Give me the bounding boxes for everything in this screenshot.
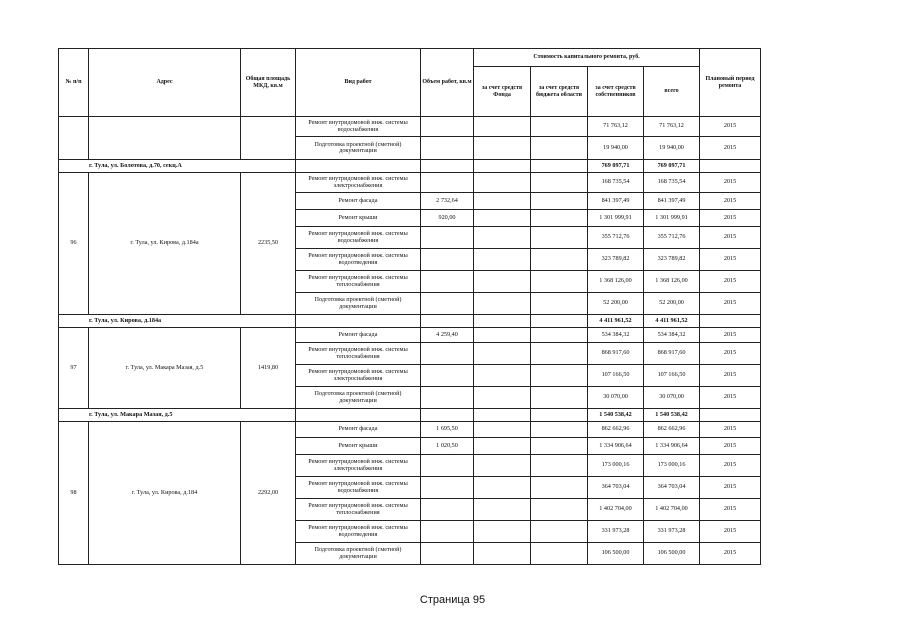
owners-cell: 107 166,50 — [588, 365, 644, 387]
fund-cell — [474, 477, 531, 499]
fund-cell — [474, 117, 531, 137]
owners-cell: 331 973,28 — [588, 521, 644, 543]
work-cell: Ремонт фасада — [296, 422, 421, 438]
fund-cell — [474, 499, 531, 521]
period-cell — [700, 315, 761, 328]
address-cell: г. Тула, ул. Кирова, д.184 — [89, 422, 241, 565]
header-volume: Объем работ, кв.м — [421, 49, 474, 117]
owners-cell: 52 200,00 — [588, 293, 644, 315]
fund-cell — [474, 249, 531, 271]
num-cell: 97 — [59, 328, 89, 409]
volume-cell — [421, 160, 474, 173]
owners-cell: 19 940,00 — [588, 137, 644, 160]
period-cell: 2015 — [700, 117, 761, 137]
regional-cell — [531, 249, 588, 271]
total-cell: 173 000,16 — [644, 455, 700, 477]
fund-cell — [474, 409, 531, 422]
regional-cell — [531, 271, 588, 293]
subtotal-total: 4 411 961,52 — [644, 315, 700, 328]
volume-cell — [421, 521, 474, 543]
table-header — [59, 49, 761, 117]
total-cell: 168 735,54 — [644, 173, 700, 193]
total-cell: 364 703,04 — [644, 477, 700, 499]
total-cell: 30 070,00 — [644, 387, 700, 409]
period-cell: 2015 — [700, 137, 761, 160]
total-cell: 107 166,50 — [644, 365, 700, 387]
work-cell: Ремонт внутридомовой инж. системы электроснабжения — [296, 365, 421, 387]
header-num: № п/п — [59, 49, 89, 117]
work-cell: Ремонт внутридомовой инж. системы водоотведения — [296, 249, 421, 271]
subtotal-row — [59, 409, 761, 422]
total-cell: 52 200,00 — [644, 293, 700, 315]
work-cell: Ремонт внутридомовой инж. системы электроснабжения — [296, 455, 421, 477]
volume-cell — [421, 315, 474, 328]
work-cell: Ремонт фасада — [296, 193, 421, 210]
fund-cell — [474, 328, 531, 343]
table-row — [59, 117, 761, 137]
period-cell — [700, 160, 761, 173]
total-cell: 71 763,12 — [644, 117, 700, 137]
work-cell: Ремонт крыши — [296, 210, 421, 227]
volume-cell: 1 020,50 — [421, 438, 474, 455]
regional-cell — [531, 422, 588, 438]
volume-cell — [421, 117, 474, 137]
period-cell: 2015 — [700, 227, 761, 249]
work-cell: Ремонт внутридомовой инж. системы электроснабжения — [296, 173, 421, 193]
regional-cell — [531, 117, 588, 137]
subtotal-owners: 769 097,71 — [588, 160, 644, 173]
regional-cell — [531, 387, 588, 409]
subtotal-row — [59, 315, 761, 328]
total-cell: 355 712,76 — [644, 227, 700, 249]
work-cell: Ремонт внутридомовой инж. системы водоотведения — [296, 521, 421, 543]
owners-cell: 173 000,16 — [588, 455, 644, 477]
regional-cell — [531, 343, 588, 365]
header-area: Общая площадь МКД, кв.м — [241, 49, 296, 117]
period-cell: 2015 — [700, 249, 761, 271]
subtotal-total: 769 097,71 — [644, 160, 700, 173]
fund-cell — [474, 455, 531, 477]
header-period: Плановый период ремонта — [700, 49, 761, 117]
total-cell: 106 500,00 — [644, 543, 700, 565]
area-cell: 2235,50 — [241, 173, 296, 315]
total-cell: 534 384,32 — [644, 328, 700, 343]
owners-cell: 355 712,76 — [588, 227, 644, 249]
work-cell — [296, 315, 421, 328]
owners-cell: 1 334 906,64 — [588, 438, 644, 455]
owners-cell: 868 917,60 — [588, 343, 644, 365]
work-cell: Ремонт внутридомовой инж. системы водоснабжения — [296, 477, 421, 499]
period-cell: 2015 — [700, 387, 761, 409]
fund-cell — [474, 438, 531, 455]
num-cell: 96 — [59, 173, 89, 315]
header-cost-group: Стоимость капитального ремонта, руб. — [474, 49, 700, 67]
regional-cell — [531, 455, 588, 477]
owners-cell: 862 662,96 — [588, 422, 644, 438]
period-cell: 2015 — [700, 343, 761, 365]
subtotal-address: г. Тула, ул. Макара Мазая, д.5 — [59, 409, 296, 422]
owners-cell: 1 301 999,91 — [588, 210, 644, 227]
volume-cell — [421, 409, 474, 422]
volume-cell — [421, 477, 474, 499]
volume-cell — [421, 543, 474, 565]
work-cell: Ремонт внутридомовой инж. системы теплоснабжения — [296, 343, 421, 365]
volume-cell: 1 695,50 — [421, 422, 474, 438]
period-cell: 2015 — [700, 293, 761, 315]
period-cell: 2015 — [700, 328, 761, 343]
total-cell: 862 662,96 — [644, 422, 700, 438]
regional-cell — [531, 409, 588, 422]
address-cell: г. Тула, ул. Макара Мазая, д.5 — [89, 328, 241, 409]
period-cell: 2015 — [700, 499, 761, 521]
regional-cell — [531, 365, 588, 387]
total-cell: 868 917,60 — [644, 343, 700, 365]
table-row — [59, 328, 761, 343]
period-cell: 2015 — [700, 173, 761, 193]
work-cell: Подготовка проектной (сметной) документации — [296, 387, 421, 409]
area-cell: 1419,80 — [241, 328, 296, 409]
regional-cell — [531, 173, 588, 193]
owners-cell: 534 384,32 — [588, 328, 644, 343]
regional-cell — [531, 137, 588, 160]
volume-cell — [421, 173, 474, 193]
fund-cell — [474, 422, 531, 438]
num-cell: 98 — [59, 422, 89, 565]
owners-cell: 106 500,00 — [588, 543, 644, 565]
volume-cell — [421, 137, 474, 160]
volume-cell: 4 259,40 — [421, 328, 474, 343]
period-cell: 2015 — [700, 521, 761, 543]
volume-cell — [421, 343, 474, 365]
address-cell: г. Тула, ул. Кирова, д.184а — [89, 173, 241, 315]
volume-cell: 2 732,64 — [421, 193, 474, 210]
regional-cell — [531, 499, 588, 521]
header-owners: за счет средств собственников — [588, 67, 644, 117]
work-cell: Ремонт внутридомовой инж. системы водоснабжения — [296, 117, 421, 137]
regional-cell — [531, 160, 588, 173]
work-cell: Ремонт фасада — [296, 328, 421, 343]
volume-cell — [421, 365, 474, 387]
repair-table — [58, 48, 761, 565]
period-cell: 2015 — [700, 438, 761, 455]
fund-cell — [474, 365, 531, 387]
owners-cell: 168 735,54 — [588, 173, 644, 193]
volume-cell — [421, 249, 474, 271]
period-cell: 2015 — [700, 477, 761, 499]
period-cell: 2015 — [700, 210, 761, 227]
subtotal-row — [59, 160, 761, 173]
period-cell: 2015 — [700, 455, 761, 477]
regional-cell — [531, 328, 588, 343]
area-cell: 2292,00 — [241, 422, 296, 565]
period-cell: 2015 — [700, 422, 761, 438]
header-total: всего — [644, 67, 700, 117]
table-row — [59, 173, 761, 193]
owners-cell: 323 789,82 — [588, 249, 644, 271]
fund-cell — [474, 343, 531, 365]
fund-cell — [474, 227, 531, 249]
num-cell — [59, 117, 89, 160]
work-cell: Ремонт крыши — [296, 438, 421, 455]
volume-cell: 920,00 — [421, 210, 474, 227]
subtotal-address: г. Тула, ул. Болотова, д.70, секц.А — [59, 160, 296, 173]
regional-cell — [531, 315, 588, 328]
owners-cell: 71 763,12 — [588, 117, 644, 137]
address-cell — [89, 117, 241, 160]
subtotal-address: г. Тула, ул. Кирова, д.184а — [59, 315, 296, 328]
total-cell: 1 402 704,00 — [644, 499, 700, 521]
total-cell: 1 368 126,00 — [644, 271, 700, 293]
header-work: Вид работ — [296, 49, 421, 117]
page-number: Страница 95 — [419, 594, 486, 606]
table-row — [59, 422, 761, 438]
area-cell — [241, 117, 296, 160]
fund-cell — [474, 137, 531, 160]
work-cell: Подготовка проектной (сметной) документации — [296, 293, 421, 315]
work-cell — [296, 409, 421, 422]
subtotal-owners: 4 411 961,52 — [588, 315, 644, 328]
owners-cell: 1 402 704,00 — [588, 499, 644, 521]
fund-cell — [474, 160, 531, 173]
work-cell: Подготовка проектной (сметной) документации — [296, 137, 421, 160]
fund-cell — [474, 293, 531, 315]
owners-cell: 364 703,04 — [588, 477, 644, 499]
fund-cell — [474, 315, 531, 328]
work-cell: Ремонт внутридомовой инж. системы водоснабжения — [296, 227, 421, 249]
header-fund: за счет средств Фонда — [474, 67, 531, 117]
volume-cell — [421, 227, 474, 249]
owners-cell: 841 397,49 — [588, 193, 644, 210]
total-cell: 331 973,28 — [644, 521, 700, 543]
subtotal-owners: 1 540 538,42 — [588, 409, 644, 422]
work-cell — [296, 160, 421, 173]
period-cell: 2015 — [700, 271, 761, 293]
period-cell: 2015 — [700, 365, 761, 387]
regional-cell — [531, 521, 588, 543]
fund-cell — [474, 521, 531, 543]
total-cell: 1 301 999,91 — [644, 210, 700, 227]
regional-cell — [531, 543, 588, 565]
owners-cell: 1 368 126,00 — [588, 271, 644, 293]
volume-cell — [421, 455, 474, 477]
period-cell: 2015 — [700, 193, 761, 210]
period-cell — [700, 409, 761, 422]
volume-cell — [421, 293, 474, 315]
fund-cell — [474, 543, 531, 565]
volume-cell — [421, 387, 474, 409]
work-cell: Ремонт внутридомовой инж. системы теплоснабжения — [296, 271, 421, 293]
total-cell: 1 334 906,64 — [644, 438, 700, 455]
total-cell: 19 940,00 — [644, 137, 700, 160]
regional-cell — [531, 227, 588, 249]
fund-cell — [474, 193, 531, 210]
regional-cell — [531, 210, 588, 227]
volume-cell — [421, 499, 474, 521]
total-cell: 323 789,82 — [644, 249, 700, 271]
header-regional: за счет средств бюджета области — [531, 67, 588, 117]
subtotal-total: 1 540 538,42 — [644, 409, 700, 422]
regional-cell — [531, 438, 588, 455]
table-body — [59, 117, 761, 565]
total-cell: 841 397,49 — [644, 193, 700, 210]
fund-cell — [474, 271, 531, 293]
fund-cell — [474, 387, 531, 409]
fund-cell — [474, 210, 531, 227]
regional-cell — [531, 477, 588, 499]
work-cell: Подготовка проектной (сметной) документации — [296, 543, 421, 565]
period-cell: 2015 — [700, 543, 761, 565]
work-cell: Ремонт внутридомовой инж. системы теплоснабжения — [296, 499, 421, 521]
header-address: Адрес — [89, 49, 241, 117]
fund-cell — [474, 173, 531, 193]
regional-cell — [531, 193, 588, 210]
regional-cell — [531, 293, 588, 315]
volume-cell — [421, 271, 474, 293]
owners-cell: 30 070,00 — [588, 387, 644, 409]
